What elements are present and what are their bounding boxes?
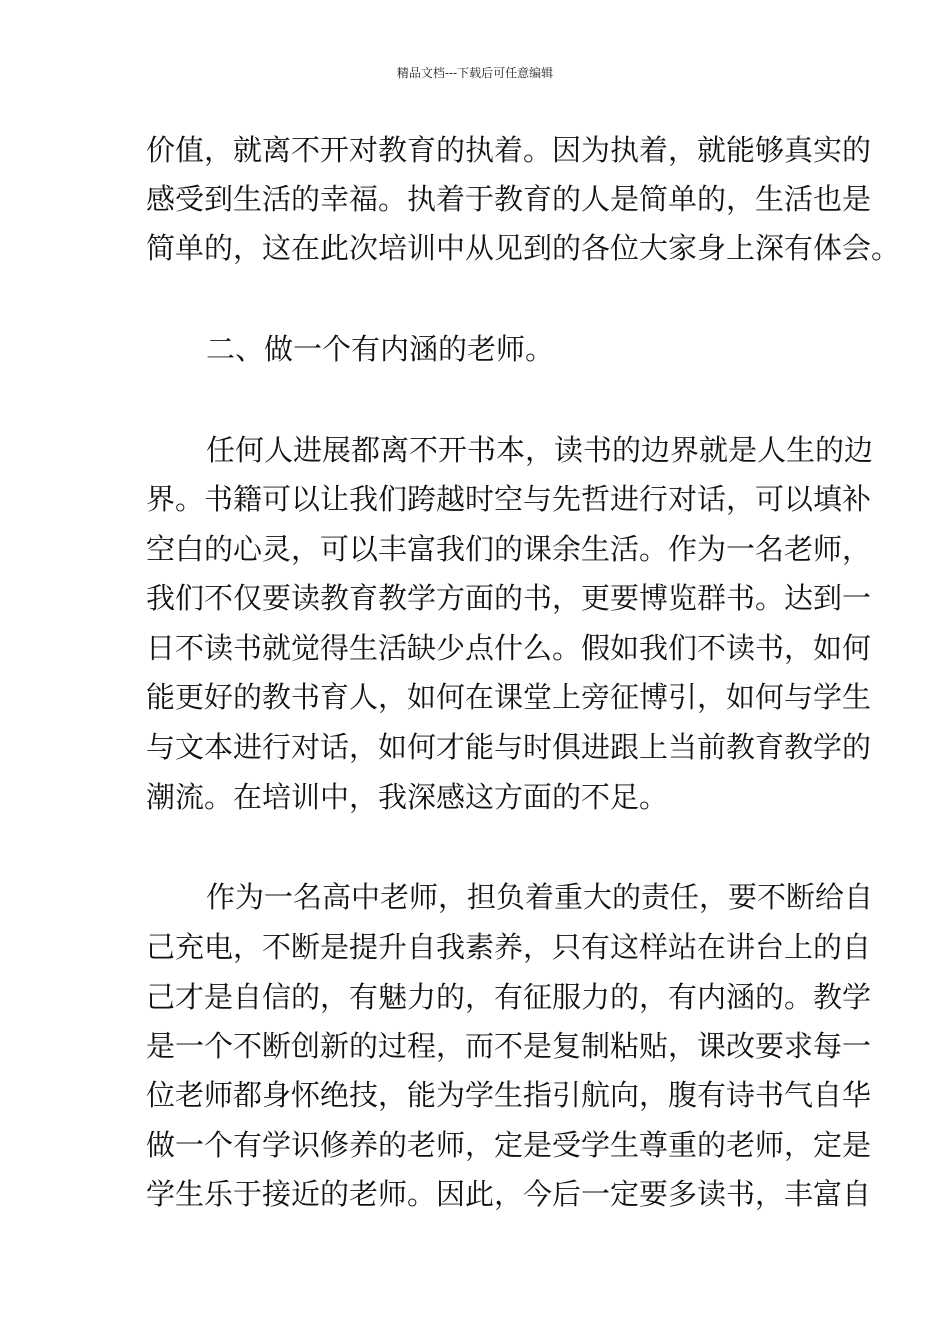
text-line: 潮流。在培训中，我深感这方面的不足。 <box>146 780 669 814</box>
text-line: 作为一名高中老师，担负着重大的责任，要不断给自 <box>206 880 874 914</box>
text-line: 做一个有学识修养的老师，定是受学生尊重的老师，定是 <box>146 1128 872 1162</box>
text-line: 任何人进展都离不开书本，读书的边界就是人生的边 <box>206 433 874 467</box>
text-line: 感受到生活的幸福。执着于教育的人是简单的，生活也是 <box>146 182 872 216</box>
text-line: 能更好的教书育人，如何在课堂上旁征博引，如何与学生 <box>146 680 872 714</box>
text-line: 日不读书就觉得生活缺少点什么。假如我们不读书，如何 <box>146 631 872 665</box>
text-line: 己充电，不断是提升自我素养，只有这样站在讲台上的自 <box>146 930 872 964</box>
text-line: 己才是自信的，有魅力的，有征服力的，有内涵的。教学 <box>146 980 872 1014</box>
section-heading: 二、做一个有内涵的老师。 <box>206 332 555 366</box>
text-line: 是一个不断创新的过程，而不是复制粘贴，课改要求每一 <box>146 1029 872 1063</box>
text-line: 简单的，这在此次培训中从见到的各位大家身上深有体会。 <box>146 231 901 265</box>
text-line: 我们不仅要读教育教学方面的书，更要博览群书。达到一 <box>146 581 872 615</box>
text-line: 价值，就离不开对教育的执着。因为执着，就能够真实的 <box>146 133 872 167</box>
text-line: 空白的心灵，可以丰富我们的课余生活。作为一名老师， <box>146 532 872 566</box>
text-line: 学生乐于接近的老师。因此，今后一定要多读书，丰富自 <box>146 1177 872 1211</box>
text-line: 界。书籍可以让我们跨越时空与先哲进行对话，可以填补 <box>146 482 872 516</box>
page-header: 精品文档---下载后可任意编辑 <box>396 66 554 80</box>
text-line: 与文本进行对话，如何才能与时俱进跟上当前教育教学的 <box>146 730 872 764</box>
text-line: 位老师都身怀绝技，能为学生指引航向，腹有诗书气自华 <box>146 1078 872 1112</box>
